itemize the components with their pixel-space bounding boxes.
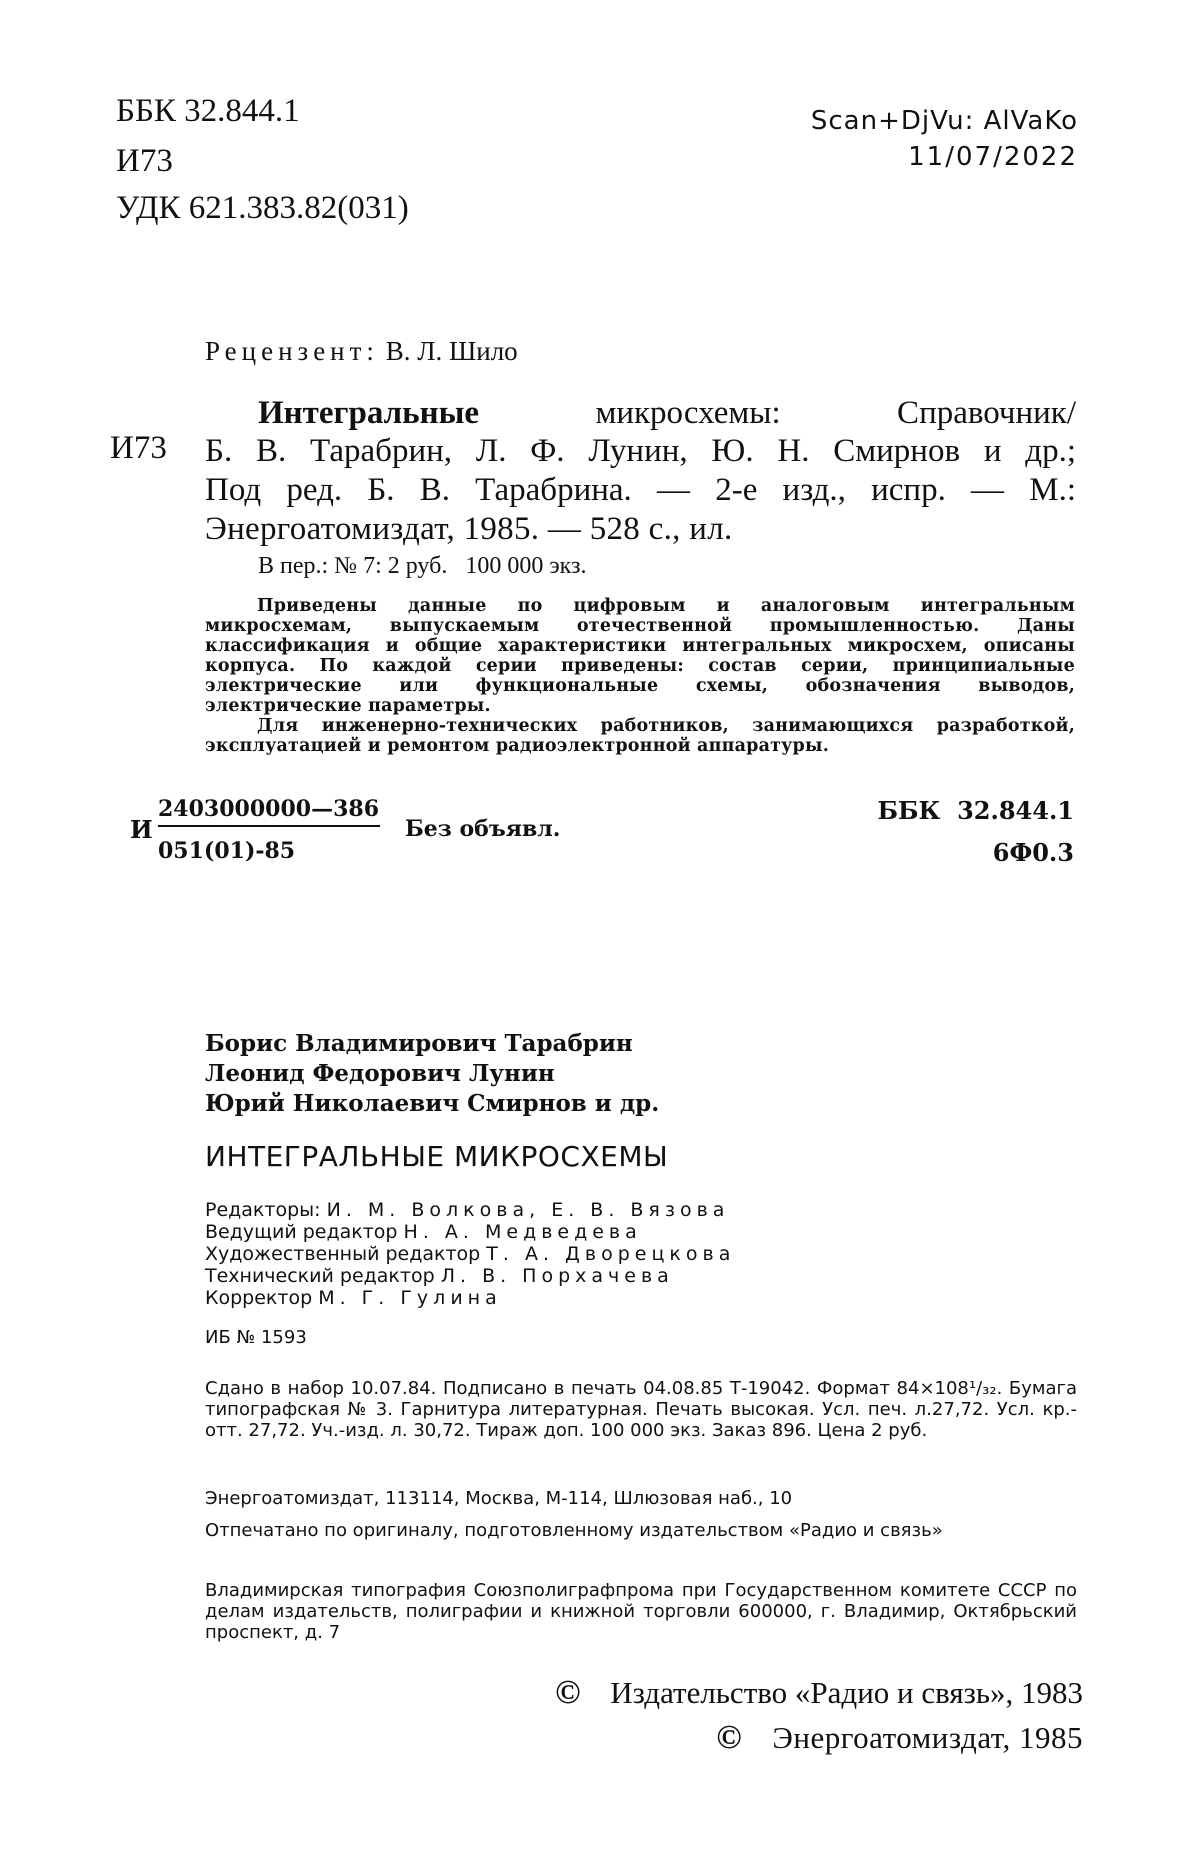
index-top: И73 <box>116 143 173 179</box>
book-title: ИНТЕГРАЛЬНЫЕ МИКРОСХЕМЫ <box>205 1140 669 1173</box>
biblio-line3: Под ред. Б. В. Тарабрина. — 2-е изд., испр. — М.: <box>205 472 1076 508</box>
editor-1-names: И. М. Волкова, Е. В. Вязова <box>326 1199 730 1221</box>
class-letter: И <box>130 815 153 844</box>
author-2: Леонид Федорович Лунин <box>205 1060 555 1087</box>
copyright-2 <box>716 1719 1083 1757</box>
scan-credit: Scan+DjVu: AlVaKo <box>810 106 1078 136</box>
reviewer-name: В. Л. Шило <box>385 336 518 366</box>
publisher-address: Энергоатомиздат, 113114, Москва, М-114, Шлюзовая наб., 10 <box>205 1488 793 1509</box>
class-denominator: 051(01)-85 <box>158 838 296 864</box>
editor-3-role: Художественный редактор <box>205 1243 481 1265</box>
copyright-icon: © <box>555 1674 581 1711</box>
udk-top: УДК 621.383.82(031) <box>116 190 409 226</box>
editor-4-role: Технический редактор <box>205 1265 435 1287</box>
copyright-2-text: Энергоатомиздат, 1985 <box>772 1720 1083 1755</box>
editor-1-role: Редакторы: <box>205 1199 321 1221</box>
class-bbk: ББК 32.844.1 <box>877 796 1074 825</box>
author-1: Борис Владимирович Тарабрин <box>205 1030 633 1057</box>
editor-5-names: М. Г. Гулина <box>318 1287 502 1309</box>
reviewer-label: Рецензент: <box>205 336 379 366</box>
biblio-line1 <box>258 395 1076 432</box>
class-code: 6Ф0.3 <box>992 838 1074 867</box>
class-numerator: 2403000000—386 <box>158 796 379 822</box>
printed-from: Отпечатано по оригиналу, подготовленному издательством «Радио и связь» <box>205 1520 943 1541</box>
editor-5 <box>205 1287 502 1309</box>
annotation-para2: Для инженерно-технических работников, занимающихся разработкой, эксплуатацией и ремонтом радиоэлектронной аппаратуры. <box>205 716 1075 756</box>
biblio-code: И73 <box>110 430 167 466</box>
class-note: Без объявл. <box>405 816 561 842</box>
editor-4-names: Л. В. Порхачева <box>440 1265 674 1287</box>
class-fraction-line <box>158 825 380 827</box>
editor-3-names: Т. А. Дворецкова <box>486 1243 736 1265</box>
copyright-1 <box>555 1674 1083 1712</box>
bbk-top: ББК 32.844.1 <box>116 93 300 129</box>
editor-2-names: Н. А. Медведева <box>403 1221 642 1243</box>
editor-4 <box>205 1265 674 1287</box>
reviewer <box>205 336 518 367</box>
editor-5-role: Корректор <box>205 1287 313 1309</box>
printing-details: Сдано в набор 10.07.84. Подписано в печать 04.08.85 Т-19042. Формат 84×108¹/₃₂. Бумага типографская № 3. Гарнитура литературная. Печать высокая. Усл. печ. л.27,72. Усл. кр.-отт. 27,72. Уч.-изд. л. 30,72. Тираж доп. 100 000 экз. Заказ 896. Цена 2 руб. <box>205 1378 1077 1441</box>
editor-3 <box>205 1243 735 1265</box>
printer-info: Владимирская типография Союзполиграфпрома при Государственном комитете СССР по делам издательств, полиграфии и книжной торговли 600000, г. Владимир, Октябрьский проспект, д. 7 <box>205 1580 1077 1643</box>
biblio-line1-rest: микросхемы: Справочник/ <box>595 395 1076 431</box>
biblio-line2: Б. В. Тарабрин, Л. Ф. Лунин, Ю. Н. Смирнов и др.; <box>205 433 1076 469</box>
editor-2 <box>205 1221 642 1243</box>
editor-2-role: Ведущий редактор <box>205 1221 398 1243</box>
annotation-para1: Приведены данные по цифровым и аналоговым интегральным микросхемам, выпускаемым отечественной промышленностью. Даны классификация и общие характеристики интегральных микросхем, описаны корпуса. По каждой серии приведены: состав серии, принципиальные электрические или функциональные схемы, обозначения выводов, электрические параметры. <box>205 596 1075 716</box>
author-3: Юрий Николаевич Смирнов и др. <box>205 1090 660 1117</box>
editor-1 <box>205 1199 729 1221</box>
scan-date: 11/07/2022 <box>908 142 1078 172</box>
annotation <box>205 596 1075 756</box>
biblio-price: В пер.: № 7: 2 руб. 100 000 экз. <box>258 553 587 579</box>
ib-number: ИБ № 1593 <box>205 1327 307 1348</box>
biblio-title-bold: Интегральные <box>258 395 480 431</box>
copyright-1-text: Издательство «Радио и связь», 1983 <box>610 1675 1083 1710</box>
copyright-icon: © <box>716 1719 743 1756</box>
biblio-line4: Энергоатомиздат, 1985. — 528 с., ил. <box>205 511 733 547</box>
